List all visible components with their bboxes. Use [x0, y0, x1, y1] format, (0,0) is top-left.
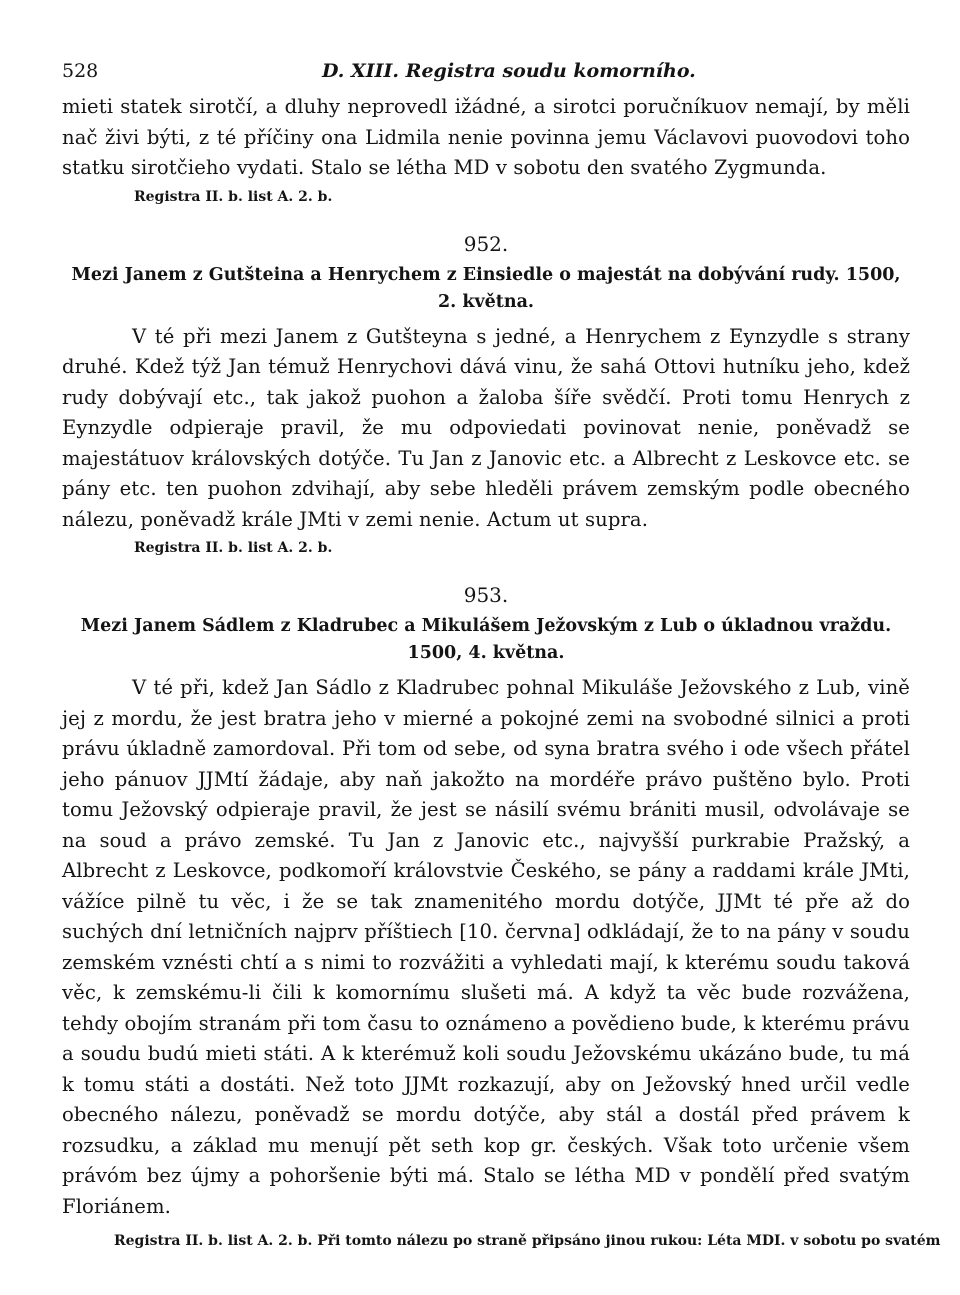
footnote: Registra II. b. list A. 2. b. Při tomto nálezu po straně připsáno jinou rukou: Léta MDI. v sobotu po svatém [114, 1233, 941, 1249]
entry-paragraph: V té při, kdež Jan Sádlo z Kladrubec pohnal Mikuláše Ježovského z Lub, vině jej z mordu, že jest bratra jeho v mierné a pokojné zemi na svobodné silnici a proti právu úkladně zamordoval. Při tom od sebe, od syna bratra svého i ode všech přátel jeho pánuov JJMtí žádaje, aby naň jakožto na mordéře právo puštěno bylo. Proti tomu Ježovský odpieraje pravil, že jest se násilí svému brániti musil, odvolávaje se na soud a právo zemské. Tu Jan z Janovic etc., najvyšší purkrabie Pražský, a Albrecht z Leskovce, podkomoří královstvie Českého, se pány a raddami krále JMti, vážíce pilně tu věc, i že se tak znamenitého mordu dotýče, JJMt té pře až do suchých dní letničních najprv příštiech [10. června] odkládají, že to na pány v soudu zemském vznésti chtí a s nimi to rozvážiti a vyhledati mají, k kterému soudu taková věc, k zemskému-li čili k komornímu slušeti má. A když ta věc bude rozvážena, tehdy obojím stranám při tom času to oznámeno a povědieno bude, k kterému právu a soudu budú mieti státi. A k kterémuž koli soudu Ježovskému ukázáno bude, tu má k tomu státi a dostáti. Než toto JJMt rozkazují, aby on Ježovský hned určil vedle obecného nálezu, poněvadž se mordu dotýče, aby stál a dostál před právem k rozsudku, a základ mu menují pět seth kop gr. českých. Však toto určenie všem právóm bez újmy a pohoršenie býti má. Stalo se létha MD v pondělí před svatým Floriánem. [62, 676, 910, 1218]
entry-number: 953. [463, 583, 509, 607]
entry-heading [62, 262, 910, 316]
running-head [62, 56, 910, 88]
register-reference: Registra II. b. list A. 2. b. [134, 540, 333, 556]
entry-number: 952. [463, 231, 509, 256]
register-reference: Registra II. b. list A. 2. b. [134, 188, 333, 205]
entry-heading [62, 613, 910, 667]
entry-paragraph: V té při mezi Janem z Gutšteyna s jedné, a Henrychem z Eynzydle s strany druhé. Kdež týž Jan témuž Henrychovi dává vinu, že sahá Ottovi hutníku jeho, kdež rudy dobývají etc., tak jakož puohon a žaloba šíře svědčí. Proti tomu Henrych z Eynzydle odpieraje pravil, že mu odpoviedati povinovat nenie, poněvadž se majestátuov královských dotýče. Tu Jan z Janovic etc. a Albrecht z Leskovce etc. se pány etc. ten puohon zdvihají, aby sebe hleděli právem zemským podle obecného nálezu, poněvadž krále JMti v zemi nenie. Actum ut supra. [62, 324, 910, 531]
entry-952 [62, 232, 910, 560]
entry-heading-line: Mezi Janem z Gutšteina a Henrychem z Einsiedle o majestát na dobývání rudy. 1500, 2. května. [71, 264, 901, 312]
page-number: 528 [62, 60, 99, 82]
entry-heading-date: 1500, 4. května. [407, 643, 565, 663]
continuation-paragraph: mieti statek sirotčí, a dluhy neprovedl ižádné, a sirotci poručníkuov nemají, by měli nač živi býti, z té příčiny ona Lidmila nenie povinna jemu Václavovi puovodovi toho statku sirotčieho vydati. Stalo se létha MD v sobotu den svatého Zygmunda. [62, 95, 910, 179]
running-title: D. XIII. Registra soudu komorního. [322, 60, 696, 82]
entry-heading-line: Mezi Janem Sádlem z Kladrubec a Mikulášem Ježovským z Lub o úkladnou vraždu. [80, 616, 892, 636]
entry-953 [62, 583, 941, 1252]
